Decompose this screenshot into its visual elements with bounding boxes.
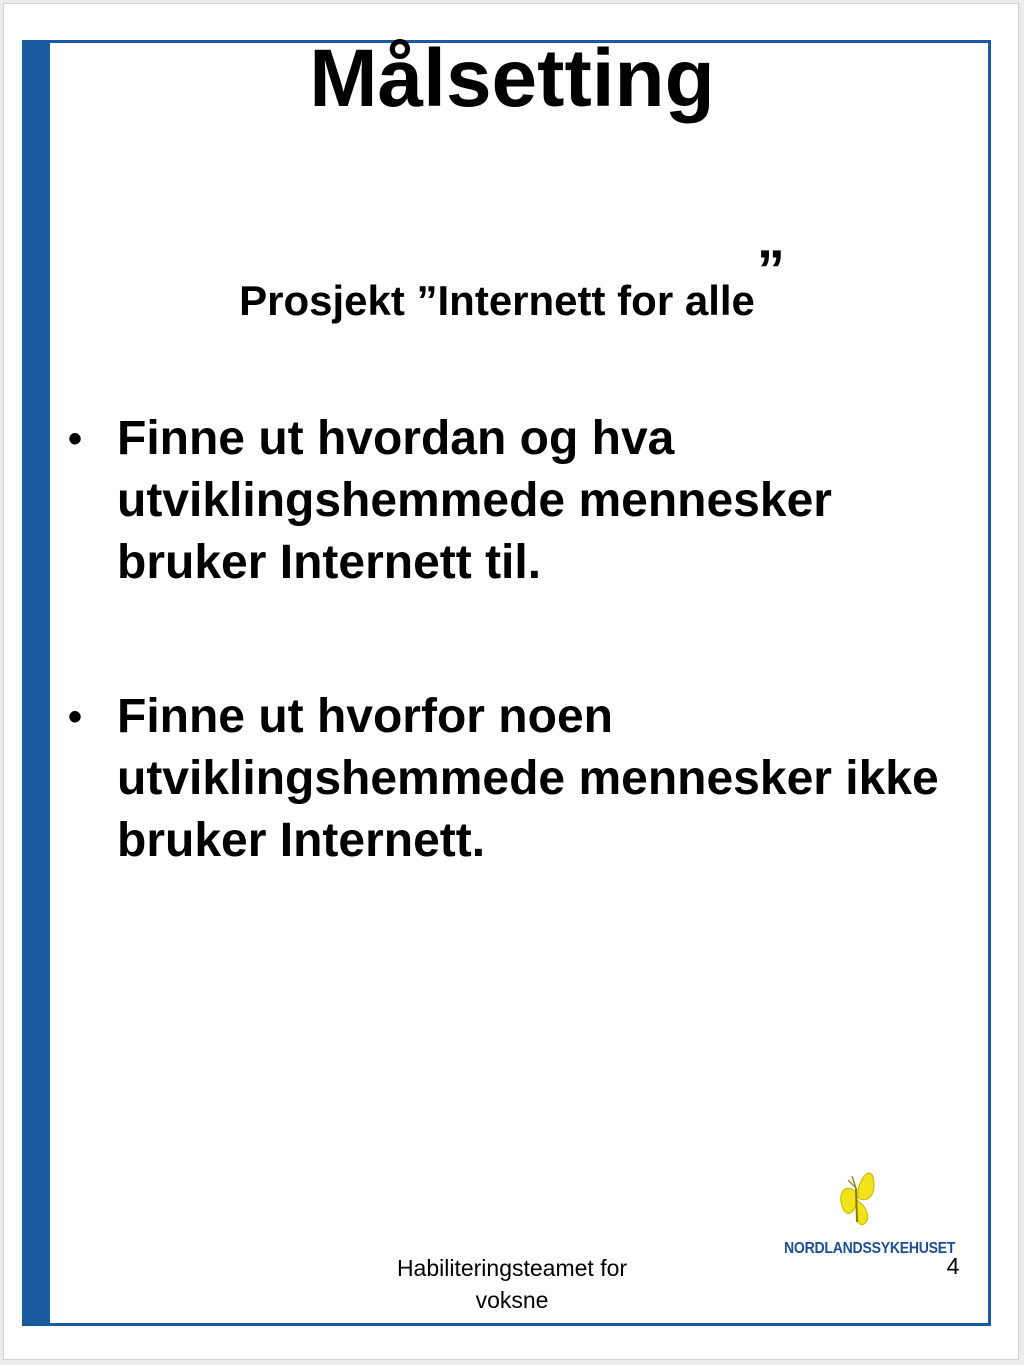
bullet-item: [68, 408, 948, 594]
butterfly-icon: [836, 1162, 876, 1234]
bullet-text: Finne ut hvorfor noen utviklingshemmede mennesker ikke bruker Internett.: [117, 690, 939, 867]
slide-subtitle: [0, 238, 1024, 329]
subtitle-text: Prosjekt ”Internett for alle: [239, 277, 755, 324]
page-number: 4: [946, 1253, 960, 1279]
logo-text: NORDLANDSSYKEHUSET: [784, 1240, 956, 1257]
bullet-text: Finne ut hvordan og hva utviklingshemmede mennesker bruker Internett til.: [117, 412, 832, 589]
bullet-marker: •: [68, 695, 83, 739]
nordlandssykehuset-logo: [784, 1162, 956, 1272]
slide-title: Målsetting: [309, 33, 715, 124]
footer-line: voksne: [475, 1287, 549, 1313]
subtitle-closing-quote: ”: [756, 238, 785, 301]
slide-footer: [360, 1252, 664, 1316]
bullet-item: [68, 686, 948, 872]
bullet-marker: •: [68, 417, 83, 461]
slide-left-bar: [22, 40, 50, 1326]
footer-line: Habiliteringsteamet for: [396, 1255, 628, 1281]
bullet-list: [68, 408, 948, 964]
